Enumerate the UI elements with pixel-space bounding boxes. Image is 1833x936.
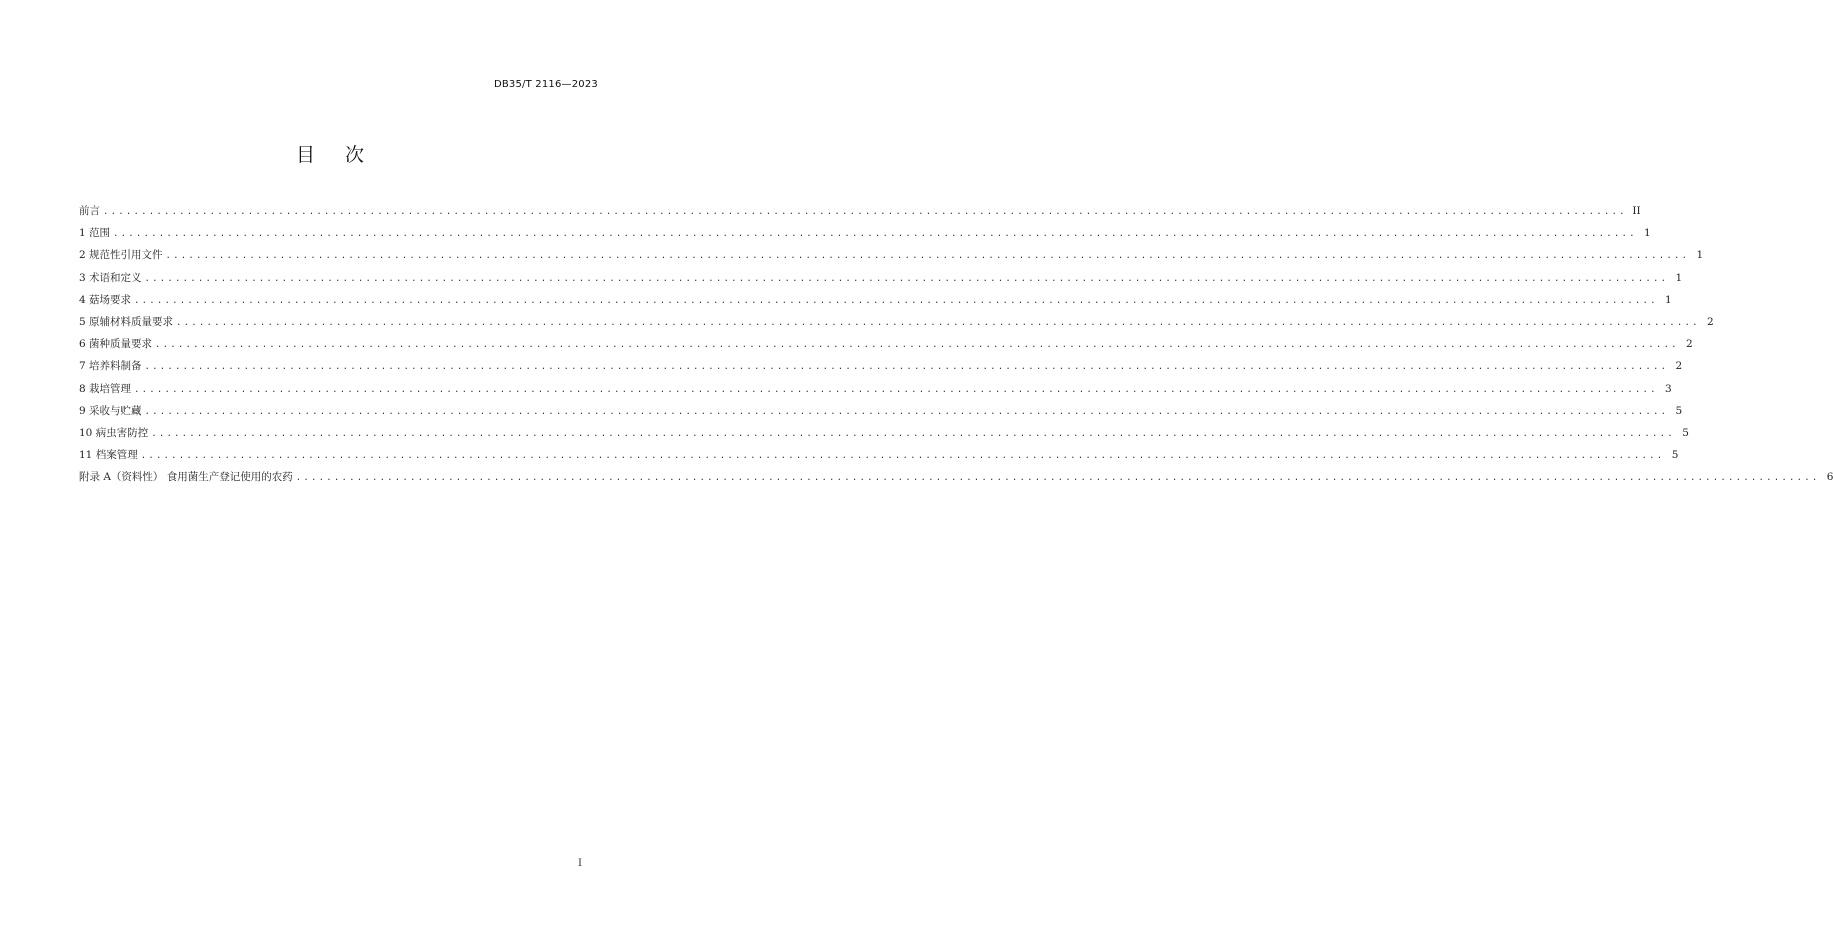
toc-entry-label: 3 术语和定义 <box>79 271 142 284</box>
toc-entry-label: 前言 <box>79 205 100 217</box>
toc-entry-page: 6 <box>1826 471 1833 484</box>
toc-entry-label: 11 档案管理 <box>79 449 138 462</box>
toc-entry[interactable] <box>79 444 1679 466</box>
toc-entry-label: 10 病虫害防控 <box>79 426 149 439</box>
toc-entry-page: 2 <box>1707 315 1714 328</box>
toc-entry[interactable] <box>79 267 1683 289</box>
toc-title-char-1: 目 <box>295 144 317 166</box>
toc-entry-page: 1 <box>1665 293 1672 306</box>
toc-entry-page: 1 <box>1644 227 1651 240</box>
toc-entry-page: 2 <box>1686 338 1693 351</box>
toc-entry-page: 5 <box>1682 426 1689 439</box>
toc-entry-label: 附录 A（资料性） 食用菌生产登记使用的农药 <box>79 471 293 484</box>
document-code: DB35/T 2116—2023 <box>493 79 598 90</box>
toc-entry[interactable] <box>79 311 1714 333</box>
toc-entry-page: 2 <box>1675 360 1683 373</box>
toc-leader-dots: ........................................................................................................................................................................................................ <box>140 451 1665 462</box>
toc-entry[interactable] <box>79 422 1689 444</box>
toc-leader-dots: ........................................................................................................................................................................................................ <box>134 384 1658 395</box>
toc-leader-dots: ........................................................................................................................................................................................................ <box>295 473 1820 484</box>
toc-entry-label: 9 采收与贮藏 <box>79 404 142 417</box>
toc-leader-dots: ........................................................................................................................................................................................................ <box>103 207 1627 217</box>
toc-entry[interactable] <box>79 466 1833 488</box>
toc-leader-dots: ........................................................................................................................................................................................................ <box>113 229 1637 240</box>
toc-leader-dots: ........................................................................................................................................................................................................ <box>144 406 1669 417</box>
toc-entry-label: 5 原辅材料质量要求 <box>79 315 174 328</box>
toc-entry-label: 1 范围 <box>79 227 111 240</box>
toc-entry-page: II <box>1632 205 1641 217</box>
toc-title-char-2: 次 <box>345 144 367 166</box>
toc-entry-label: 4 菇场要求 <box>79 293 132 306</box>
table-of-contents <box>79 200 1833 488</box>
toc-leader-dots: ........................................................................................................................................................................................................ <box>155 340 1679 351</box>
toc-entry-page: 1 <box>1675 271 1683 284</box>
toc-entry[interactable] <box>79 378 1672 400</box>
toc-entry-label: 6 菌种质量要求 <box>79 338 153 351</box>
toc-leader-dots: ........................................................................................................................................................................................................ <box>144 273 1669 284</box>
toc-leader-dots: ........................................................................................................................................................................................................ <box>151 428 1675 439</box>
page-number: I <box>578 858 582 869</box>
toc-entry[interactable] <box>79 333 1693 355</box>
toc-entry-page: 1 <box>1696 249 1704 262</box>
toc-leader-dots: ........................................................................................................................................................................................................ <box>165 251 1690 262</box>
toc-title <box>0 140 662 167</box>
toc-entry[interactable] <box>79 200 1641 222</box>
toc-entry-page: 5 <box>1675 404 1683 417</box>
toc-leader-dots: ........................................................................................................................................................................................................ <box>134 295 1658 306</box>
toc-entry[interactable] <box>79 355 1683 377</box>
toc-entry[interactable] <box>79 222 1651 244</box>
toc-entry[interactable] <box>79 289 1672 311</box>
toc-entry-label: 7 培养料制备 <box>79 360 142 373</box>
toc-entry-label: 8 栽培管理 <box>79 382 132 395</box>
toc-entry-page: 5 <box>1671 449 1679 462</box>
toc-leader-dots: ........................................................................................................................................................................................................ <box>176 317 1700 328</box>
toc-entry-page: 3 <box>1665 382 1672 395</box>
toc-entry[interactable] <box>79 400 1683 422</box>
toc-entry[interactable] <box>79 244 1704 266</box>
toc-leader-dots: ........................................................................................................................................................................................................ <box>144 362 1669 373</box>
toc-entry-label: 2 规范性引用文件 <box>79 249 163 262</box>
